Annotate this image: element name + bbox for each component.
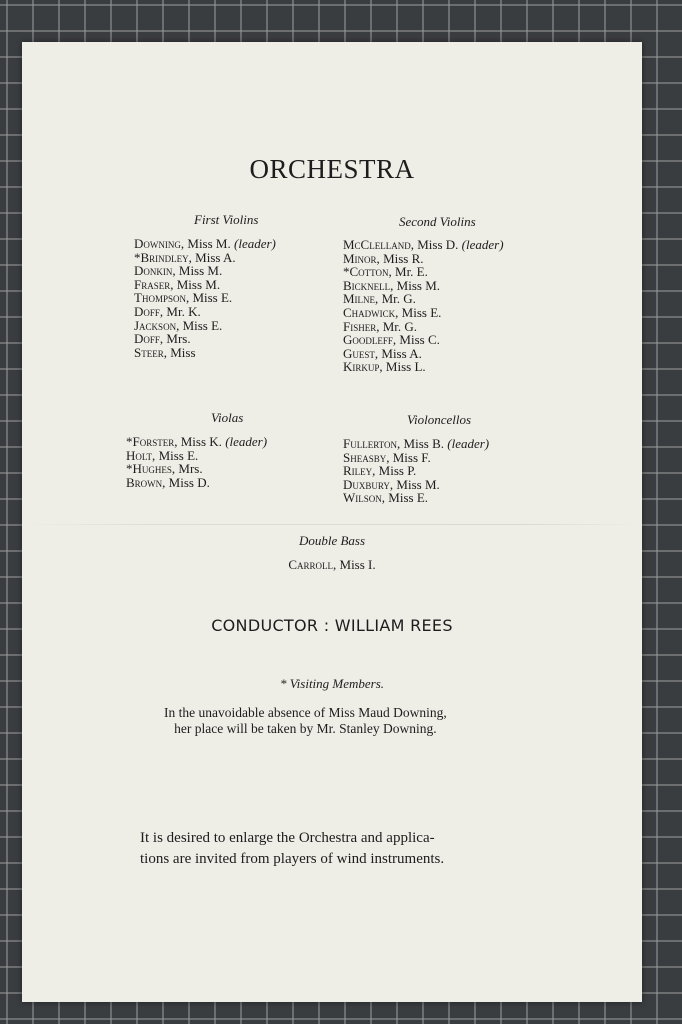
member-entry bbox=[343, 360, 504, 374]
member-entry bbox=[343, 347, 504, 361]
member-surname: Goodleff, bbox=[343, 332, 397, 348]
member-title: Miss C. bbox=[396, 332, 440, 348]
member-surname: Downing, bbox=[134, 236, 185, 251]
page-title: ORCHESTRA bbox=[249, 154, 415, 184]
member-surname: Sheasby, bbox=[343, 449, 390, 465]
member-entry bbox=[343, 279, 504, 293]
member-title: Mr. E. bbox=[391, 264, 428, 280]
member-surname: Duxbury, bbox=[343, 476, 394, 492]
member-entry bbox=[343, 437, 489, 451]
member-title: Miss M. bbox=[393, 277, 441, 293]
member-entry bbox=[134, 319, 276, 333]
member-title: Miss D. bbox=[413, 237, 459, 252]
leader-note: (leader) bbox=[461, 237, 504, 252]
member-title: Mrs. bbox=[175, 461, 203, 477]
member-entry bbox=[343, 320, 504, 334]
member-surname: Guest, bbox=[343, 345, 379, 361]
member-entry bbox=[343, 265, 504, 279]
member-title: Miss L. bbox=[382, 359, 426, 375]
violoncellos-list bbox=[343, 437, 489, 505]
member-surname: Thompson, bbox=[134, 290, 190, 306]
member-title: Miss A. bbox=[378, 345, 422, 361]
member-surname: Bicknell, bbox=[343, 277, 394, 293]
member-surname: Milne, bbox=[343, 291, 379, 307]
member-title: Miss A. bbox=[191, 249, 236, 265]
member-surname: *Hughes, bbox=[126, 461, 176, 477]
member-surname: Brown, bbox=[126, 474, 166, 490]
member-entry bbox=[343, 252, 504, 266]
violas-heading: Violas bbox=[211, 410, 244, 425]
member-surname: *Forster, bbox=[126, 434, 178, 449]
member-surname: Kirkup, bbox=[343, 359, 383, 375]
member-title: Miss D. bbox=[165, 474, 210, 490]
member-entry bbox=[343, 306, 504, 320]
violoncellos-heading: Violoncellos bbox=[407, 412, 472, 427]
member-entry bbox=[343, 464, 489, 478]
member-surname: Riley, bbox=[343, 463, 376, 479]
member-entry bbox=[343, 478, 489, 492]
double-bass-member bbox=[22, 557, 642, 573]
member-title: Miss E. bbox=[385, 490, 429, 506]
member-title: Miss E. bbox=[155, 447, 199, 463]
member-title: Miss M. bbox=[175, 263, 223, 279]
member-entry bbox=[343, 451, 489, 465]
member-title: Miss R. bbox=[379, 250, 424, 266]
member-surname: Minor, bbox=[343, 250, 380, 266]
member-surname: Donkin, bbox=[134, 263, 176, 279]
member-entry bbox=[343, 238, 504, 252]
member-title: Mrs. bbox=[163, 331, 191, 347]
member-title: Miss M. bbox=[393, 476, 440, 492]
member-entry bbox=[126, 449, 267, 463]
member-surname: Chadwick, bbox=[343, 304, 399, 320]
first-violins-heading: First Violins bbox=[194, 212, 259, 227]
member-surname: McClelland, bbox=[343, 237, 414, 252]
member-title: Mr. G. bbox=[378, 291, 416, 307]
appeal-line-2: tions are invited from players of wind instruments. bbox=[140, 851, 445, 867]
member-title: Miss M. bbox=[184, 236, 231, 251]
leader-note: (leader) bbox=[447, 436, 490, 451]
member-title: Miss bbox=[166, 344, 196, 360]
leader-note: (leader) bbox=[234, 236, 276, 251]
member-entry bbox=[134, 264, 276, 278]
member-surname: Holt, bbox=[126, 447, 156, 463]
member-entry bbox=[134, 332, 276, 346]
absence-note-line-1: In the unavoidable absence of Miss Maud Downing, bbox=[164, 705, 447, 720]
member-title: Miss K. bbox=[177, 434, 222, 449]
member-entry bbox=[134, 291, 276, 305]
double-bass-member-name: Carroll, bbox=[288, 557, 337, 572]
member-entry bbox=[134, 278, 276, 292]
violas-list bbox=[126, 435, 267, 489]
absence-note-line-2: her place will be taken by Mr. Stanley Downing. bbox=[174, 721, 437, 736]
member-entry bbox=[343, 491, 489, 505]
absence-note bbox=[164, 705, 447, 737]
member-surname: *Brindley, bbox=[134, 249, 192, 265]
member-title: Mr. K. bbox=[163, 303, 201, 319]
member-title: Miss E. bbox=[189, 290, 233, 306]
second-violins-heading: Second Violins bbox=[399, 214, 476, 229]
member-surname: *Cotton, bbox=[343, 264, 392, 280]
member-surname: Fraser, bbox=[134, 276, 174, 292]
member-title: Miss B. bbox=[400, 436, 444, 451]
member-title: Mr. G. bbox=[379, 318, 418, 334]
member-title: Miss P. bbox=[375, 463, 417, 479]
member-title: Miss F. bbox=[389, 449, 431, 465]
wind-players-appeal bbox=[140, 828, 444, 870]
member-entry bbox=[343, 292, 504, 306]
member-surname: Fullerton, bbox=[343, 436, 401, 451]
member-surname: Wilson, bbox=[343, 490, 386, 506]
member-entry bbox=[134, 346, 276, 360]
conductor-line: CONDUCTOR : WILLIAM REES bbox=[211, 616, 453, 635]
double-bass-member-rest: Miss I. bbox=[336, 557, 376, 572]
member-surname: Doff, bbox=[134, 303, 164, 319]
visiting-members-note: * Visiting Members. bbox=[279, 676, 385, 691]
member-surname: Steer, bbox=[134, 344, 167, 360]
member-title: Miss M. bbox=[173, 276, 221, 292]
member-entry bbox=[343, 333, 504, 347]
first-violins-list bbox=[134, 237, 276, 359]
member-title: Miss E. bbox=[398, 304, 442, 320]
leader-note: (leader) bbox=[225, 434, 268, 449]
member-entry bbox=[134, 251, 276, 265]
member-entry bbox=[134, 305, 276, 319]
appeal-line-1: It is desired to enlarge the Orchestra and applica- bbox=[140, 830, 435, 846]
member-surname: Jackson, bbox=[134, 317, 180, 333]
member-entry bbox=[126, 462, 267, 476]
member-surname: Doff, bbox=[134, 331, 164, 347]
member-title: Miss E. bbox=[179, 317, 223, 333]
program-sheet bbox=[22, 42, 642, 1002]
member-entry bbox=[126, 435, 267, 449]
second-violins-list bbox=[343, 238, 504, 374]
member-entry bbox=[126, 476, 267, 490]
double-bass-heading: Double Bass bbox=[298, 533, 366, 548]
paper-fold-line bbox=[22, 524, 642, 525]
member-surname: Fisher, bbox=[343, 318, 380, 334]
member-entry bbox=[134, 237, 276, 251]
